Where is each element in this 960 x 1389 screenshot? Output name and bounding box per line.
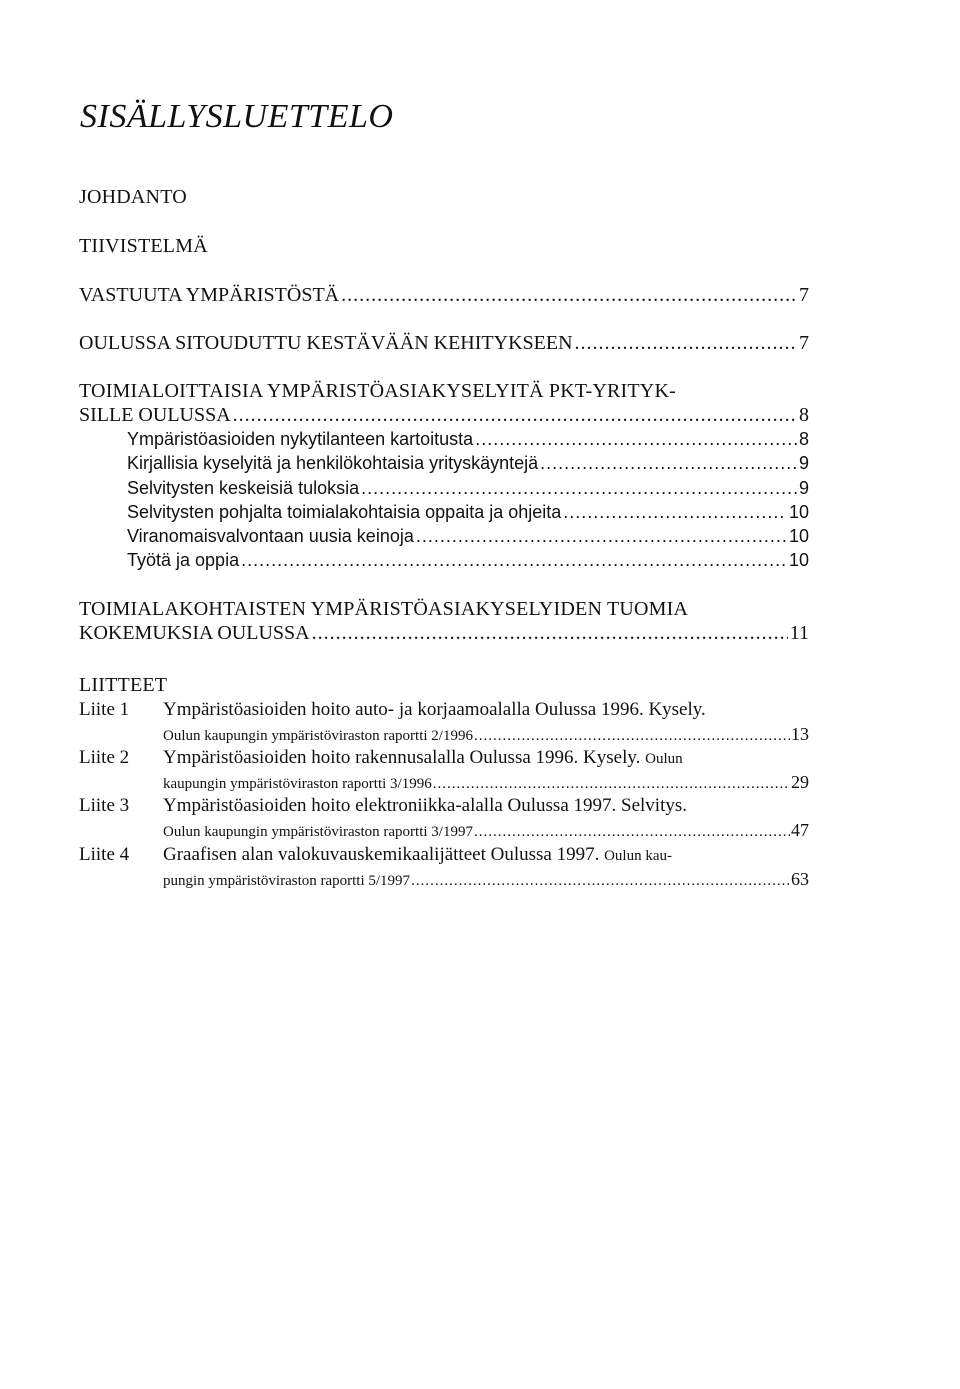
heading-tiivistelma: TIIVISTELMÄ [79,235,208,257]
toc-subentry-label: Selvitysten keskeisiä tuloksia [127,478,360,498]
appendix-report-label: Oulun kaupungin ympäristöviraston raportti 3/1997 [163,824,473,840]
appendix-title [163,795,687,817]
toc-page-number: 29 [791,772,809,792]
appendix-title-text: Ympäristöasioiden hoito auto- ja korjaamoalalla Oulussa 1996. Kysely. [163,699,706,720]
dot-leader [540,453,797,474]
toc-page-number: 7 [799,284,809,306]
toc-subentry-label: Työtä ja oppia [127,550,240,570]
toc-entry-label: SILLE OULUSSA [79,404,231,426]
toc-entry-toimialoittaisia [79,404,809,427]
dot-leader [241,550,787,571]
toc-subentry-label: Ympäristöasioiden nykytilanteen kartoitusta [127,429,474,449]
toc-page-number: 10 [788,526,809,546]
dot-leader [474,824,790,841]
toc-subentry [127,550,809,571]
dot-leader [233,404,797,427]
toc-page-number: 7 [799,332,809,354]
toc-subentry [127,526,809,547]
dot-leader [474,728,790,745]
toc-page-number: 9 [798,478,809,498]
appendix-title-text: Graafisen alan valokuvauskemikaalijätteet Oulussa 1997. [163,844,600,865]
appendix-label: Liite 1 [79,699,130,720]
dot-leader [563,502,787,523]
appendix-label: Liite 3 [79,795,130,816]
appendix-entry [163,724,809,745]
appendix-title [163,699,706,721]
dot-leader [312,622,788,645]
toc-page-number: 10 [788,550,809,570]
toc-subentry-label: Selvitysten pohjalta toimialakohtaisia oppaita ja ohjeita [127,502,562,522]
appendix-title-small: Oulun kau- [604,848,672,864]
appendix-report-label: pungin ympäristöviraston raportti 5/1997 [163,873,411,889]
heading-liitteet: LIITTEET [79,674,168,696]
toc-page-number: 8 [799,404,809,426]
toc-page-number: 9 [798,453,809,473]
appendix-label: Liite 2 [79,747,130,768]
toc-entry-label: VASTUUTA YMPÄRISTÖSTÄ [79,284,340,306]
dot-leader [475,429,797,450]
appendix-title-small: Oulun [645,751,683,767]
toc-page-number: 63 [791,869,809,889]
toc-subentry [127,429,809,450]
dot-leader [361,478,797,499]
toc-entry-toimialakohtaisten-line1: TOIMIALAKOHTAISTEN YMPÄRISTÖASIAKYSELYIDEN TUOMIA [79,598,689,620]
toc-entry-vastuuta [79,284,809,307]
appendix-label: Liite 4 [79,844,130,865]
appendix-entry [163,772,809,793]
toc-page-number: 8 [798,429,809,449]
toc-entry-oulussa [79,332,809,355]
appendix-entry [163,820,809,841]
appendix-report-label: kaupungin ympäristöviraston raportti 3/1996 [163,776,432,792]
dot-leader [416,526,787,547]
toc-subentry [127,478,809,499]
toc-subentry [127,453,809,474]
page-title: SISÄLLYSLUETTELO [80,98,394,135]
toc-subentry-label: Viranomaisvalvontaan uusia keinoja [127,526,414,546]
dot-leader [433,776,790,793]
appendix-report-label: Oulun kaupungin ympäristöviraston raportti 2/1996 [163,728,473,744]
toc-page-number: 11 [789,622,809,644]
toc-subentry [127,502,809,523]
toc-entry-toimialakohtaisten [79,622,809,645]
appendix-title-text: Ympäristöasioiden hoito elektroniikka-alalla Oulussa 1997. Selvitys. [163,795,687,816]
toc-page-number: 13 [791,724,809,744]
toc-entry-label: KOKEMUKSIA OULUSSA [79,622,310,644]
appendix-title [163,844,672,866]
heading-johdanto: JOHDANTO [79,186,187,208]
dot-leader [411,873,790,890]
toc-page-number: 10 [788,502,809,522]
appendix-entry [163,869,809,890]
appendix-title [163,747,683,769]
toc-entry-toimialoittaisia-line1: TOIMIALOITTAISIA YMPÄRISTÖASIAKYSELYITÄ PKT-YRITYK- [79,380,676,402]
dot-leader [575,332,797,355]
toc-page-number: 47 [791,820,809,840]
appendix-title-text: Ympäristöasioiden hoito rakennusalalla Oulussa 1996. Kysely. [163,747,641,768]
dot-leader [341,284,797,307]
toc-entry-label: OULUSSA SITOUDUTTU KESTÄVÄÄN KEHITYKSEEN [79,332,573,354]
toc-subentry-label: Kirjallisia kyselyitä ja henkilökohtaisia yrityskäyntejä [127,453,539,473]
